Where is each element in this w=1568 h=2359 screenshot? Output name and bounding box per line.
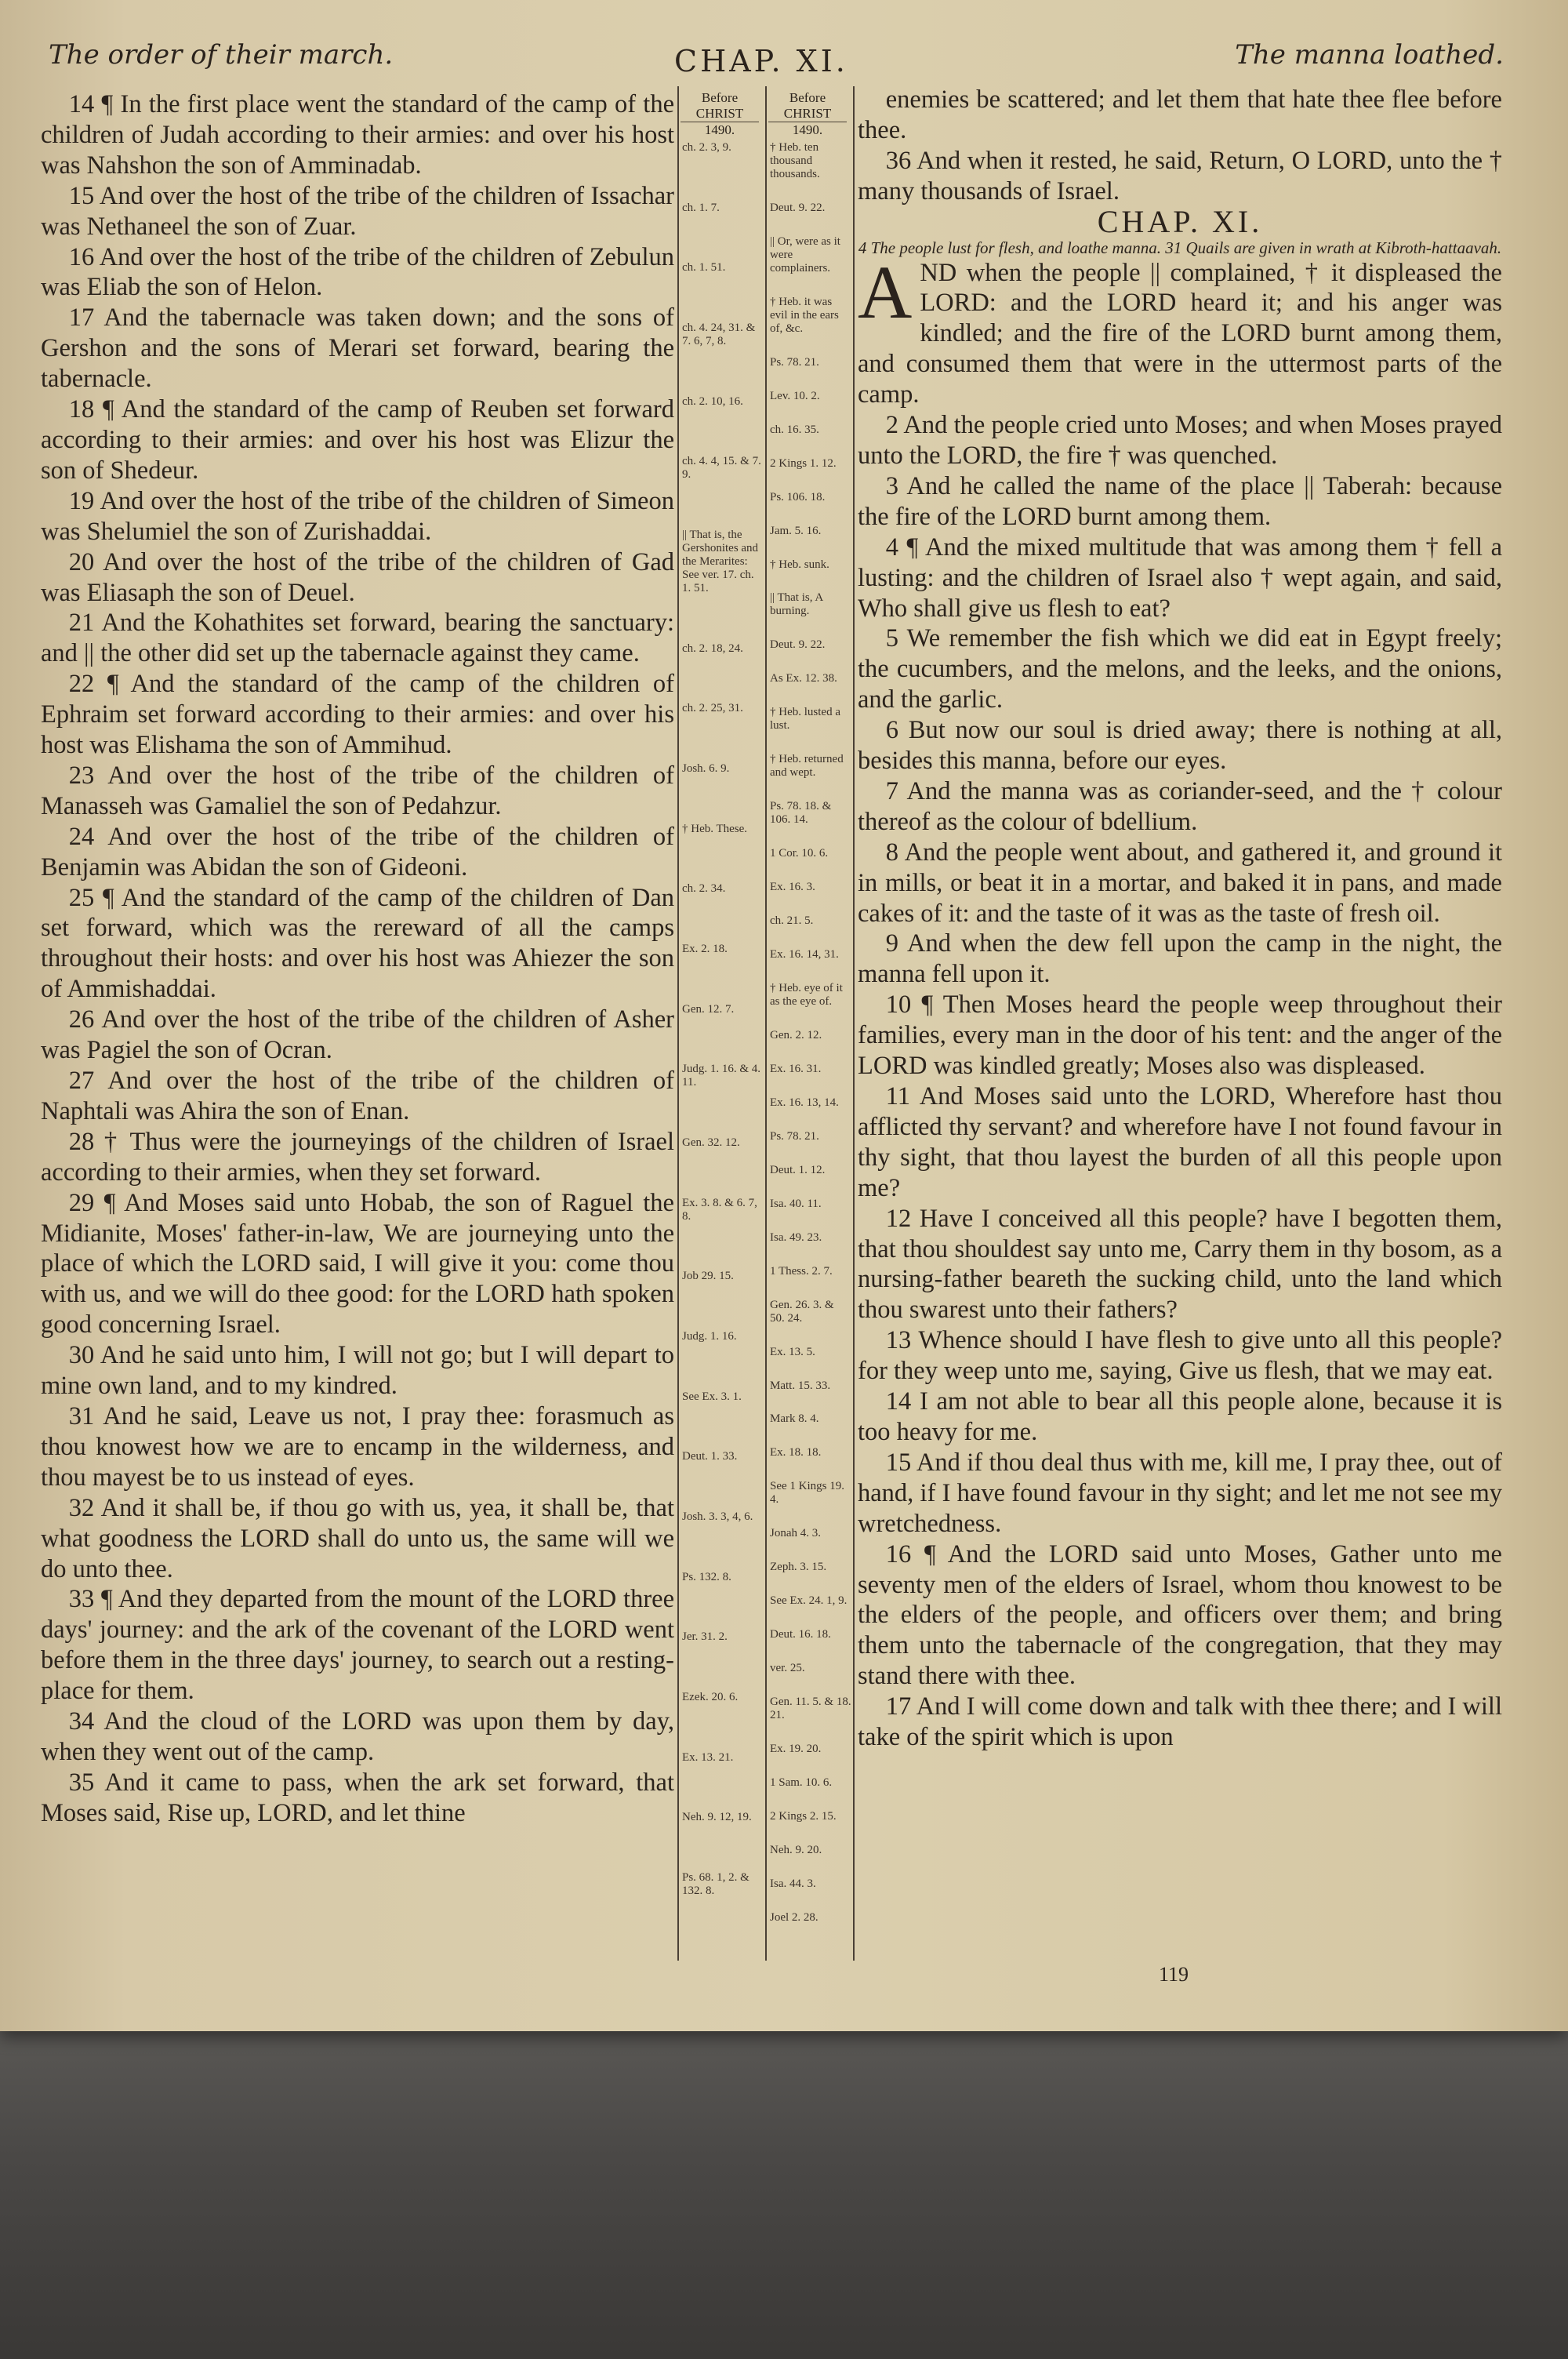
column-rule bbox=[677, 86, 679, 1961]
margin-references-left bbox=[682, 141, 764, 1945]
verse: 20 And over the host of the tribe of the children of Gad was Eliasaph the son of Deuel. bbox=[41, 547, 674, 607]
margin-reference: Ex. 13. 5. bbox=[770, 1345, 815, 1358]
margin-reference: See 1 Kings 19. 4. bbox=[770, 1480, 844, 1507]
verse: enemies be scattered; and let them that hate thee flee before thee. bbox=[858, 85, 1502, 144]
margin-heading-christ: CHRIST bbox=[695, 106, 744, 121]
margin-reference: Ex. 3. 8. & 6. 7, 8. bbox=[682, 1196, 757, 1223]
margin-reference: Zeph. 3. 15. bbox=[770, 1561, 827, 1574]
margin-reference: ch. 4. 4, 15. & 7. 9. bbox=[682, 455, 761, 482]
verse: 32 And it shall be, if thou go with us, yea, it shall be, that what goodness the LORD shall do unto us, the same will we do unto thee. bbox=[41, 1493, 674, 1583]
margin-reference: Josh. 3. 3, 4, 6. bbox=[682, 1510, 753, 1524]
verse: 11 And Moses said unto the LORD, Wherefore hast thou afflicted thy servant? and wherefore have I not found favour in thy sight, that thou layest the burden of all this people upon me? bbox=[858, 1082, 1502, 1202]
margin-reference: ch. 2. 25, 31. bbox=[682, 702, 743, 715]
margin-reference: † Heb. eye of it as the eye of. bbox=[770, 982, 843, 1009]
verse: 27 And over the host of the tribe of the children of Naphtali was Ahira the son of Enan. bbox=[41, 1067, 674, 1125]
margin-reference: 1 Cor. 10. 6. bbox=[770, 847, 829, 860]
running-header-left: The order of their march. bbox=[49, 39, 394, 71]
margin-reference: || That is, A burning. bbox=[770, 591, 823, 618]
margin-reference: ch. 1. 7. bbox=[682, 201, 720, 214]
verse: 21 And the Kohathites set forward, bearing the sanctuary: and || the other did set up the tabernacle against they came. bbox=[41, 609, 674, 668]
verse: 4 ¶ And the mixed multitude that was among them † fell a lusting: and the children of Israel also † wept again, and said, Who shall give us flesh to eat? bbox=[858, 533, 1502, 623]
margin-heading-christ: CHRIST bbox=[783, 106, 832, 121]
verse: 22 ¶ And the standard of the camp of the children of Ephraim set forward according to their armies: and over his host was Elishama the son of Ammihud. bbox=[41, 670, 674, 760]
verse: 14 I am not able to bear all this people alone, because it is too heavy for me. bbox=[858, 1387, 1502, 1446]
verse: 5 We remember the fish which we did eat in Egypt freely; the cucumbers, and the melons, and the leeks, and the onions, and the garlic. bbox=[858, 624, 1502, 714]
margin-reference: ch. 1. 51. bbox=[682, 261, 726, 274]
margin-reference: Deut. 9. 22. bbox=[770, 201, 826, 214]
margin-reference: Deut. 1. 33. bbox=[682, 1450, 738, 1463]
running-header-right: The manna loathed. bbox=[1235, 39, 1504, 71]
drop-cap: A bbox=[858, 249, 913, 334]
verse: 12 Have I conceived all this people? have I begotten them, that thou shouldest say unto me, Carry them in thy bosom, as a nursing-father beareth the sucking child, unto the land which thou swarest unto their fathers? bbox=[858, 1204, 1502, 1325]
margin-reference: Ex. 13. 21. bbox=[682, 1750, 734, 1764]
verse: 30 And he said unto him, I will not go; but I will depart to mine own land, and to my kindred. bbox=[41, 1341, 674, 1401]
margin-reference: Ex. 2. 18. bbox=[682, 943, 728, 956]
margin-reference: Ex. 19. 20. bbox=[770, 1743, 822, 1756]
margin-reference: 1 Thess. 2. 7. bbox=[770, 1264, 833, 1278]
margin-reference: Josh. 6. 9. bbox=[682, 762, 730, 776]
margin-reference: || That is, the Gershonites and the Merarites: See ver. 17. ch. 1. 51. bbox=[682, 529, 759, 595]
desk-background bbox=[0, 2023, 1568, 2359]
margin-reference: Gen. 12. 7. bbox=[682, 1002, 735, 1016]
chapter-xi-verses bbox=[858, 410, 1502, 1753]
margin-reference: || Or, were as it were complainers. bbox=[770, 234, 840, 274]
verse: 17 And the tabernacle was taken down; and the sons of Gershon and the sons of Merari set forward, bearing the tabernacle. bbox=[41, 304, 674, 394]
margin-reference: See Ex. 24. 1, 9. bbox=[770, 1594, 848, 1608]
margin-reference: Neh. 9. 12, 19. bbox=[682, 1811, 752, 1824]
chapter-summary: 4 The people lust for flesh, and loathe manna. 31 Quails are given in wrath at Kibroth-hattaavah. bbox=[858, 238, 1502, 257]
verse: 18 ¶ And the standard of the camp of Reuben set forward according to their armies: and over his host was Elizur the son of Shedeur. bbox=[41, 395, 674, 485]
margin-reference: 2 Kings 2. 15. bbox=[770, 1809, 837, 1823]
verse: 28 † Thus were the journeyings of the children of Israel according to their armies, when they set forward. bbox=[41, 1127, 674, 1187]
verse: 25 ¶ And the standard of the camp of the children of Dan set forward, which was the rereward of all the camps throughout their hosts: and over his host was Ahiezer the son of Ammishaddai. bbox=[41, 883, 674, 1004]
margin-reference: As Ex. 12. 38. bbox=[770, 672, 837, 685]
verse: 3 And he called the name of the place || Taberah: because the fire of the LORD burnt among them. bbox=[858, 471, 1502, 531]
verse: 16 And over the host of the tribe of the children of Zebulun was Eliab the son of Helon. bbox=[41, 242, 674, 302]
margin-reference: Judg. 1. 16. & 4. 11. bbox=[682, 1063, 761, 1089]
margin-reference: ch. 4. 24, 31. & 7. 6, 7, 8. bbox=[682, 322, 756, 348]
margin-reference: Gen. 32. 12. bbox=[682, 1136, 740, 1150]
column-rule bbox=[853, 86, 855, 1961]
margin-reference: ch. 16. 35. bbox=[770, 423, 819, 436]
margin-references-right bbox=[770, 141, 851, 1945]
chapter-title: CHAP. XI. bbox=[1097, 203, 1263, 239]
verse: 9 And when the dew fell upon the camp in the night, the manna fell upon it. bbox=[858, 929, 1502, 989]
margin-heading-before: Before bbox=[701, 90, 739, 105]
margin-reference: ch. 2. 3, 9. bbox=[682, 141, 731, 154]
margin-reference: Deut. 16. 18. bbox=[770, 1628, 831, 1641]
margin-heading-before: Before bbox=[789, 90, 826, 105]
margin-reference: Ex. 16. 13, 14. bbox=[770, 1096, 839, 1109]
margin-reference: Mark 8. 4. bbox=[770, 1412, 819, 1426]
running-header-chapter: CHAP. XI. bbox=[674, 44, 848, 78]
margin-heading-year: 1490. bbox=[768, 122, 847, 138]
page-number: 119 bbox=[1159, 1963, 1189, 1986]
margin-reference: Job 29. 15. bbox=[682, 1270, 734, 1283]
verse: 33 ¶ And they departed from the mount of the LORD three days' journey: and the ark of the covenant of the LORD went before them in the three days' journey, to search out a resting-place for them. bbox=[41, 1585, 674, 1706]
margin-reference: Isa. 40. 11. bbox=[770, 1197, 822, 1210]
margin-reference: Ex. 16. 31. bbox=[770, 1062, 822, 1075]
verse: 16 ¶ And the LORD said unto Moses, Gather unto me seventy men of the elders of Israel, whom thou knowest to be the elders of the people, and officers over them; and bring them unto the tabernacle of the congregation, that they may stand there with thee. bbox=[858, 1539, 1502, 1691]
verse: 15 And if thou deal thus with me, kill me, I pray thee, out of hand, if I have found favour in thy sight; and let me not see my wretchedness. bbox=[858, 1448, 1502, 1538]
margin-reference: Ex. 16. 3. bbox=[770, 881, 815, 894]
margin-reference: ch. 21. 5. bbox=[770, 914, 814, 928]
margin-reference: Ps. 78. 21. bbox=[770, 355, 819, 369]
margin-reference: Ps. 78. 21. bbox=[770, 1129, 819, 1143]
verse: 31 And he said, Leave us not, I pray thee: forasmuch as thou knowest how we are to encamp in the wilderness, and thou mayest be to us instead of eyes. bbox=[41, 1401, 674, 1492]
verse: 26 And over the host of the tribe of the children of Asher was Pagiel the son of Ocran. bbox=[41, 1005, 674, 1065]
margin-reference: Ps. 132. 8. bbox=[682, 1570, 731, 1583]
margin-reference: Ezek. 20. 6. bbox=[682, 1691, 739, 1704]
chapter-x-ending bbox=[858, 85, 1502, 207]
margin-reference: Gen. 11. 5. & 18. 21. bbox=[770, 1696, 851, 1722]
margin-reference: Neh. 9. 20. bbox=[770, 1843, 822, 1856]
verse: 34 And the cloud of the LORD was upon them by day, when they went out of the camp. bbox=[41, 1707, 674, 1766]
margin-reference: ver. 25. bbox=[770, 1662, 805, 1675]
verse: 36 And when it rested, he said, Return, O LORD, unto the † many thousands of Israel. bbox=[858, 146, 1502, 205]
verse: 7 And the manna was as coriander-seed, and the † colour thereof as the colour of bdellium. bbox=[858, 776, 1502, 836]
chapter-first-verse bbox=[858, 249, 1502, 411]
margin-reference: † Heb. These. bbox=[682, 822, 748, 835]
right-text-column bbox=[858, 85, 1502, 1753]
margin-reference: Gen. 26. 3. & 50. 24. bbox=[770, 1298, 834, 1325]
margin-reference: Joel 2. 28. bbox=[770, 1910, 818, 1924]
margin-heading-left bbox=[681, 90, 759, 138]
verse: 6 But now our soul is dried away; there is nothing at all, besides this manna, before our eyes. bbox=[858, 716, 1502, 776]
margin-reference: † Heb. ten thousand thousands. bbox=[770, 141, 820, 180]
margin-reference: Gen. 2. 12. bbox=[770, 1028, 822, 1041]
verse: 13 Whence should I have flesh to give unto all this people? for they weep unto me, saying, Give us flesh, that we may eat. bbox=[858, 1326, 1502, 1386]
margin-reference: Jam. 5. 16. bbox=[770, 524, 822, 537]
margin-reference: 2 Kings 1. 12. bbox=[770, 456, 837, 470]
margin-reference: Jer. 31. 2. bbox=[682, 1630, 728, 1644]
margin-reference: Deut. 1. 12. bbox=[770, 1163, 826, 1176]
verse: 2 And the people cried unto Moses; and when Moses prayed unto the LORD, the fire † was quenched. bbox=[858, 411, 1502, 470]
margin-reference: Jonah 4. 3. bbox=[770, 1527, 821, 1540]
first-verse-text: ND when the people || complained, † it displeased the LORD: and the LORD heard it; and his anger was kindled; and the fire of the LORD burnt among them, and consumed them that were in the uttermost parts of the camp. bbox=[858, 258, 1502, 409]
margin-reference: Isa. 49. 23. bbox=[770, 1230, 822, 1244]
margin-reference: Ps. 106. 18. bbox=[770, 490, 826, 503]
margin-heading-right bbox=[768, 90, 847, 138]
verse: 10 ¶ Then Moses heard the people weep throughout their families, every man in the door of his tent: and the anger of the LORD was kindled greatly; Moses also was displeased. bbox=[858, 990, 1502, 1081]
margin-reference: ch. 2. 18, 24. bbox=[682, 642, 743, 655]
margin-reference: † Heb. sunk. bbox=[770, 558, 829, 571]
margin-reference: Ps. 68. 1, 2. & 132. 8. bbox=[682, 1871, 750, 1898]
margin-reference: † Heb. it was evil in the ears of, &c. bbox=[770, 295, 839, 335]
margin-reference: ch. 2. 34. bbox=[682, 882, 726, 896]
margin-reference: Ex. 16. 14, 31. bbox=[770, 948, 839, 961]
column-rule bbox=[765, 86, 767, 1961]
verse: 17 And I will come down and talk with thee there; and I will take of the spirit which is upon bbox=[858, 1692, 1502, 1752]
left-text-column bbox=[41, 89, 674, 1829]
margin-reference: Ex. 18. 18. bbox=[770, 1446, 822, 1459]
verse: 8 And the people went about, and gathered it, and ground it in mills, or beat it in a mortar, and baked it in pans, and made cakes of it: and the taste of it was as the taste of fresh oil. bbox=[858, 838, 1502, 928]
margin-reference: Deut. 9. 22. bbox=[770, 638, 826, 652]
margin-reference: 1 Sam. 10. 6. bbox=[770, 1776, 833, 1789]
verse: 29 ¶ And Moses said unto Hobab, the son of Raguel the Midianite, Moses' father-in-law, We are journeying unto the place of which the LORD said, I will give it you: come thou with us, and we will do thee good: for the LORD hath spoken good concerning Israel. bbox=[41, 1188, 674, 1339]
verse: 24 And over the host of the tribe of the children of Benjamin was Abidan the son of Gideoni. bbox=[41, 822, 674, 881]
margin-reference: Matt. 15. 33. bbox=[770, 1379, 831, 1392]
margin-reference: Lev. 10. 2. bbox=[770, 389, 820, 402]
margin-heading-year: 1490. bbox=[681, 122, 759, 138]
margin-reference: ch. 2. 10, 16. bbox=[682, 394, 743, 408]
margin-reference: † Heb. returned and wept. bbox=[770, 753, 844, 780]
margin-reference: See Ex. 3. 1. bbox=[682, 1390, 742, 1403]
margin-reference: † Heb. lusted a lust. bbox=[770, 706, 840, 732]
margin-reference: Judg. 1. 16. bbox=[682, 1330, 737, 1343]
margin-reference: Isa. 44. 3. bbox=[770, 1877, 816, 1890]
margin-reference: Ps. 78. 18. & 106. 14. bbox=[770, 800, 832, 827]
verse: 19 And over the host of the tribe of the children of Simeon was Shelumiel the son of Zurishaddai. bbox=[41, 486, 674, 546]
verse: 14 ¶ In the first place went the standard of the camp of the children of Judah according to their armies: and over his host was Nahshon the son of Amminadab. bbox=[41, 90, 674, 180]
verse: 35 And it came to pass, when the ark set forward, that Moses said, Rise up, LORD, and let thine bbox=[41, 1768, 674, 1827]
verse: 23 And over the host of the tribe of the children of Manasseh was Gamaliel the son of Pedahzur. bbox=[41, 761, 674, 820]
verse: 15 And over the host of the tribe of the children of Issachar was Nethaneel the son of Zuar. bbox=[41, 181, 674, 241]
